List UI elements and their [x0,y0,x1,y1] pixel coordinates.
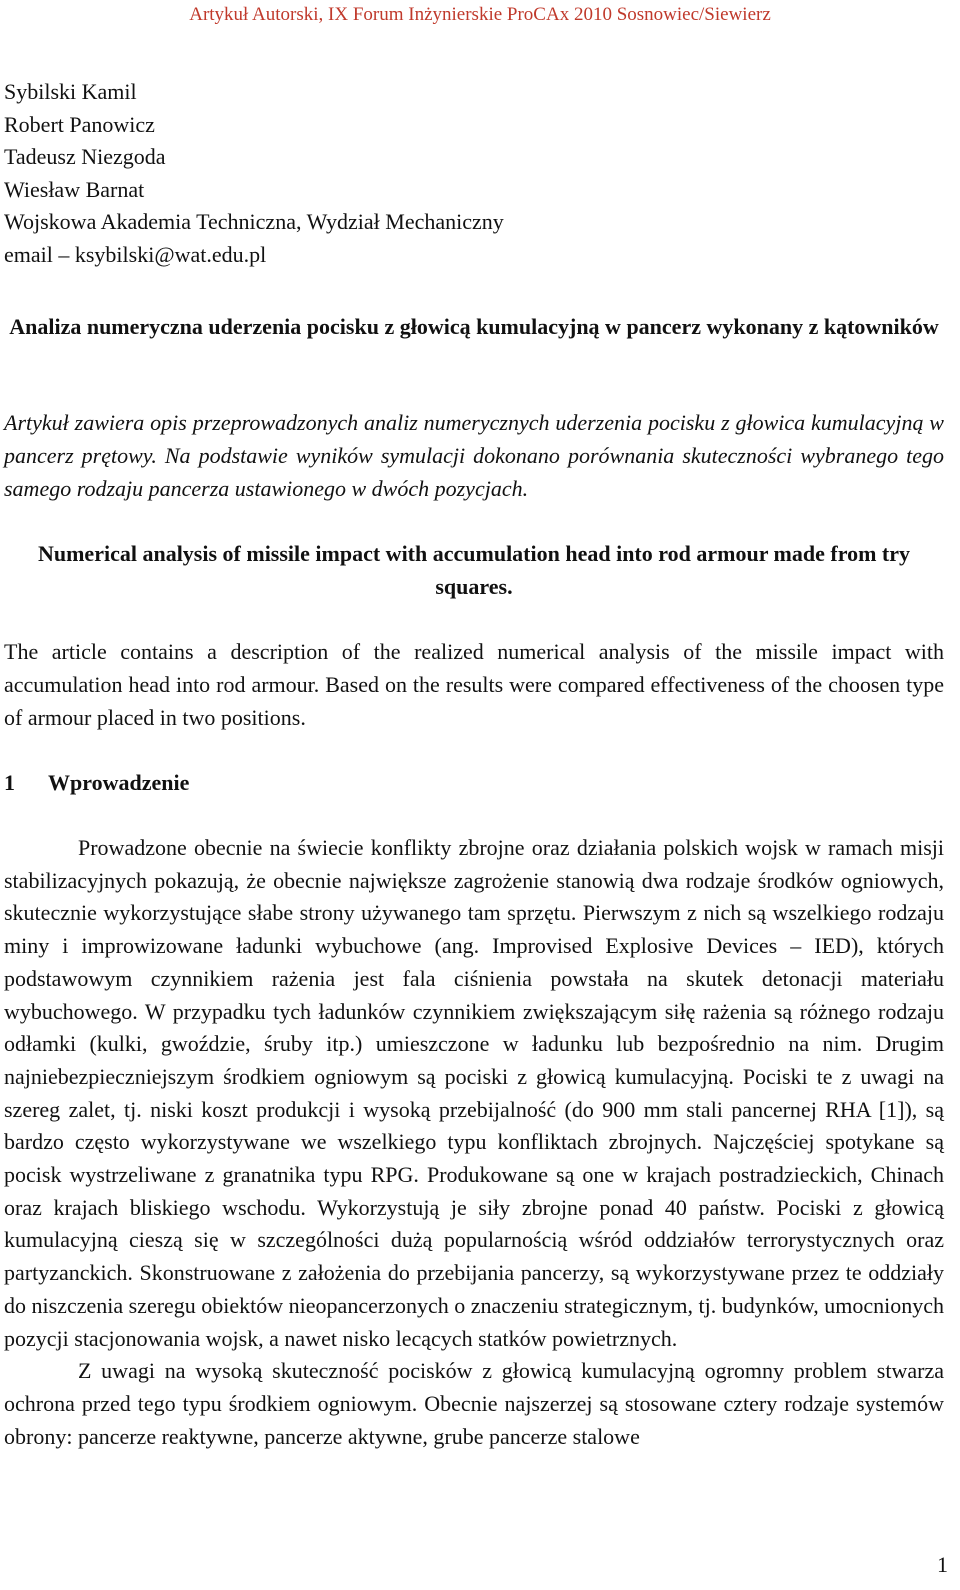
section-title: Wprowadzenie [48,770,190,795]
paper-title-polish: Analiza numeryczna uderzenia pocisku z głowicą kumulacyjną w pancerz wykonany z kątowników [9,314,939,339]
paragraph: Prowadzone obecnie na świecie konflikty zbrojne oraz działania polskich wojsk w ramach misji stabilizacyjnych pokazują, że obecnie największe zagrożenie stanowią dwa rodzaje środków ogniowych, skutecznie wykorzystujące słabe strony używanego tam sprzętu. Pierwszym z nich są wszelkiego rodzaju miny i improwizowane ładunki wybuchowe (ang. Improvised Explosive Devices – IED), których podstawowym czynnikiem rażenia jest fala ciśnienia powstała na skutek detonacji materiału wybuchowego. W przypadku tych ładunków czynnikiem zwiększającym siłę rażenia są różnego rodzaju odłamki (kulki, gwoździe, śruby itp.) umieszczone w ładunku lub bezpośrednio na nim. Drugim najniebezpieczniejszym środkiem ogniowym są pociski z głowicą kumulacyjną. Pociski te z uwagi na szereg zalet, tj. niski koszt produkcji i wysoką przebijalność (do 900 mm stali pancernej RHA [1]), są bardzo często wykorzystywane we wszelkiego typu konfliktach zbrojnych. Najczęściej spotykane są pocisk wystrzeliwane z granatnika typu RPG. Produkowane są one w krajach postradzieckich, Chinach oraz krajach bliskiego wschodu. Wykorzystują je siły zbrojne ponad 40 państw. Pociski z głowicą kumulacyjną cieszą się w szczególności dużą popularnością wśród oddziałów terrorystycznych oraz partyzanckich. Skonstruowane z założenia do przebijania pancerzy, są wykorzystywane przez te oddziały do niszczenia szeregu obiektów nieopancerzonych o znaczeniu strategicznym, tj. budynków, umocnionych pozycji stacjonowania wojsk, a nawet nisko lecących statków powietrznych. [4,835,944,1351]
author-name: Wiesław Barnat [4,176,145,202]
author-email: email – ksybilski@wat.edu.pl [4,241,267,267]
author-name: Robert Panowicz [4,111,155,137]
author-block [4,76,504,271]
author-name: Sybilski Kamil [4,79,137,104]
paragraph: Z uwagi na wysoką skuteczność pocisków z głowicą kumulacyjną ogromny problem stwarza ochrona przed tego typu środkiem ogniowym. Obecnie najszerzej są stosowane cztery rodzaje systemów obrony: pancerze reaktywne, pancerze aktywne, grube pancerze stalowe [4,1358,944,1449]
author-affiliation: Wojskowa Akademia Techniczna, Wydział Mechaniczny [4,209,504,234]
abstract-english: The article contains a description of the realized numerical analysis of the missile impact with accumulation head into rod armour. Based on the results were compared effectiveness of the choosen type of armour placed in two positions. [4,639,944,730]
author-name: Tadeusz Niezgoda [4,144,166,169]
paper-title-english: Numerical analysis of missile impact with accumulation head into rod armour made from try squares. [37,541,910,599]
section-heading [4,766,189,799]
body-text [4,832,944,1453]
page-number: 1 [937,1552,948,1577]
abstract-polish: Artykuł zawiera opis przeprowadzonych analiz numerycznych uderzenia pocisku z głowica kumulacyjną w pancerz prętowy. Na podstawie wyników symulacji dokonano porównania skuteczności wybranego tego samego rodzaju pancerza ustawionego w dwóch pozycjach. [4,410,944,501]
running-header: Artykuł Autorski, IX Forum Inżynierskie ProCAx 2010 Sosnowiec/Siewierz [189,4,771,25]
section-number: 1 [4,770,15,795]
